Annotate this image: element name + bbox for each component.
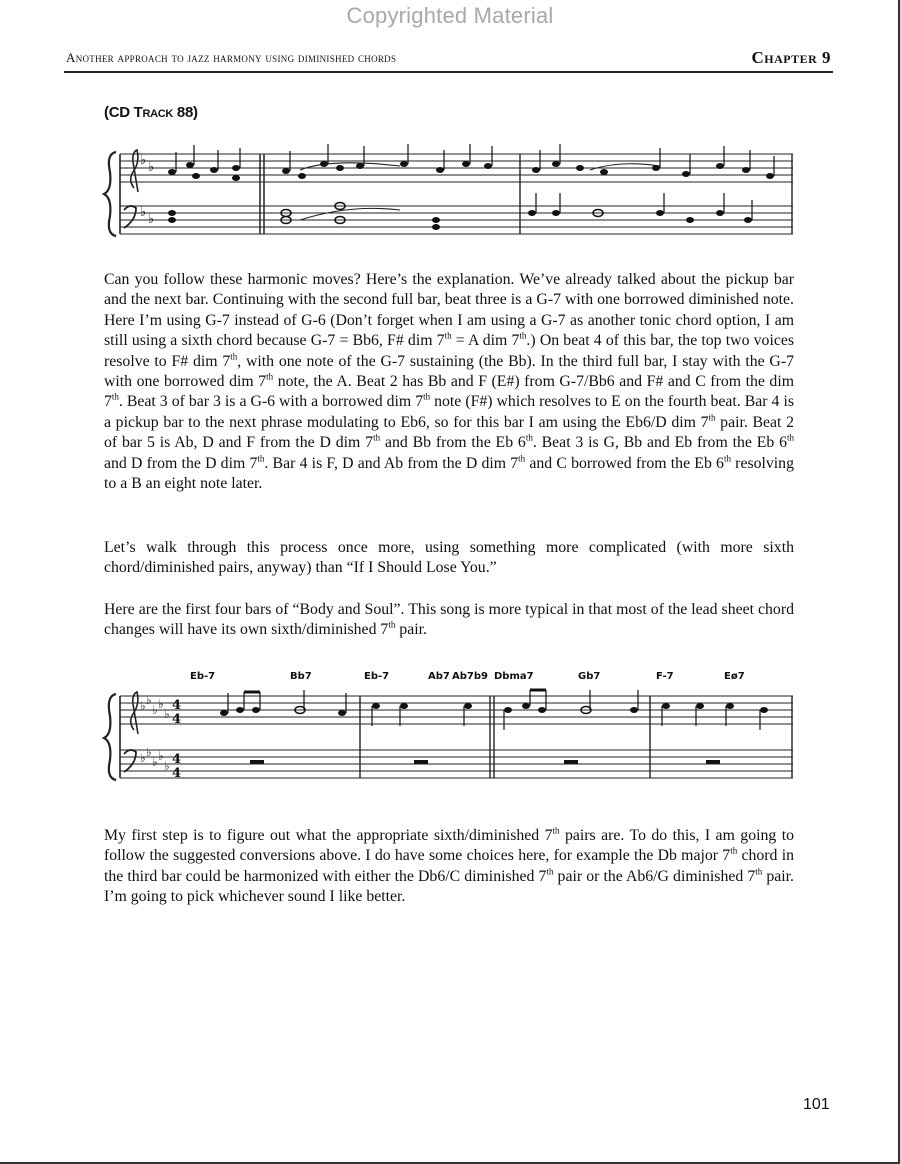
svg-text:♭: ♭ bbox=[148, 160, 155, 175]
running-head: Another approach to jazz harmony using diminished chords bbox=[66, 50, 397, 65]
cd-track-label: (CD Track 88) bbox=[104, 104, 198, 121]
header-rule bbox=[64, 71, 833, 73]
chord-symbol: Eø7 bbox=[724, 671, 745, 682]
chord-symbol: Dbma7 bbox=[494, 671, 534, 682]
paragraph-walk-through: Let’s walk through this process once more, using something more complicated (with more sixth chord/diminished pairs, anyway) than “If I Should Lose You.” bbox=[104, 539, 794, 577]
paragraph-body-and-soul: Here are the first four bars of “Body and Soul”. This song is more typical in that most of the lead sheet chord changes will have its own sixth/diminished 7th pair. bbox=[104, 601, 794, 639]
svg-text:♭: ♭ bbox=[140, 751, 146, 765]
svg-text:♭: ♭ bbox=[140, 153, 147, 168]
svg-text:♭: ♭ bbox=[148, 212, 155, 227]
chord-symbol: F-7 bbox=[656, 671, 674, 682]
paragraph-harmony-explanation: Can you follow these harmonic moves? Here’s the explanation. We’ve already talked about the pickup bar and the next bar. Continuing with the second full bar, beat three is a G-7 with one borrowed diminished note. Here I’m using G-7 instead of G-6 (Don’t forget when I am using a G-7 as another tonic chord option, I am still using a sixth chord because G-7 = Bb6, F# dim 7th = A dim 7th.) On beat 4 of this bar, the top two voices resolve to F# dim 7th, with one note of the G-7 sustaining (the Bb). In the third full bar, I stay with the G-7 with one borrowed dim 7th note, the A. Beat 2 has Bb and F (E#) from G-7/Bb6 and F# and C from the dim 7th. Beat 3 of bar 3 is a G-6 with a borrowed dim 7th note (F#) which resolves to E on the fourth beat. Bar 4 is a pickup bar to the next phrase modulating to Eb6, so for this bar I am using the Eb6/D dim 7th pair. Beat 2 of bar 5 is Ab, D and F from the D dim 7th and Bb from the Eb 6th. Beat 3 is G, Bb and Eb from the Eb 6th and D from the D dim 7th. Bar 4 is F, D and Ab from the D dim 7th and C borrowed from the Eb 6th resolving to a B an eight note later. bbox=[104, 271, 795, 493]
chord-symbol: Ab7 bbox=[428, 671, 450, 682]
svg-text:♭: ♭ bbox=[140, 205, 147, 220]
svg-text:♭: ♭ bbox=[164, 759, 170, 773]
svg-text:♭: ♭ bbox=[152, 755, 158, 769]
svg-text:♭: ♭ bbox=[152, 703, 158, 717]
svg-text:♭: ♭ bbox=[164, 707, 170, 721]
chord-symbol: Eb-7 bbox=[190, 671, 216, 682]
svg-text:♭: ♭ bbox=[146, 745, 152, 759]
page-number: 101 bbox=[803, 1096, 830, 1113]
svg-text:4: 4 bbox=[172, 752, 182, 767]
svg-text:4: 4 bbox=[172, 698, 182, 713]
paragraph-first-step: My first step is to figure out what the appropriate sixth/diminished 7th pairs are. To do this, I am going to follow the suggested conversions above. I do have some choices here, for example the Db major 7th chord in the third bar could be harmonized with either the Db6/C diminished 7th pair or the Ab6/G diminished 7th pair. I’m going to pick whichever sound I like better. bbox=[104, 825, 795, 906]
chapter-label: Chapter 9 bbox=[751, 48, 831, 67]
copyright-watermark: Copyrighted Material bbox=[346, 3, 554, 28]
chord-symbol: Bb7 bbox=[290, 671, 312, 682]
chord-symbol: Gb7 bbox=[578, 671, 601, 682]
chord-symbol: Eb-7 bbox=[364, 671, 390, 682]
svg-text:♭: ♭ bbox=[140, 699, 146, 713]
svg-text:♭: ♭ bbox=[158, 697, 164, 711]
svg-text:♭: ♭ bbox=[146, 693, 152, 707]
svg-text:♭: ♭ bbox=[158, 749, 164, 763]
music-score-body-and-soul bbox=[0, 664, 900, 794]
svg-text:4: 4 bbox=[172, 766, 182, 781]
chord-symbol: Ab7b9 bbox=[452, 671, 488, 682]
svg-text:4: 4 bbox=[172, 712, 182, 727]
music-score-cd-track-88 bbox=[0, 140, 900, 250]
